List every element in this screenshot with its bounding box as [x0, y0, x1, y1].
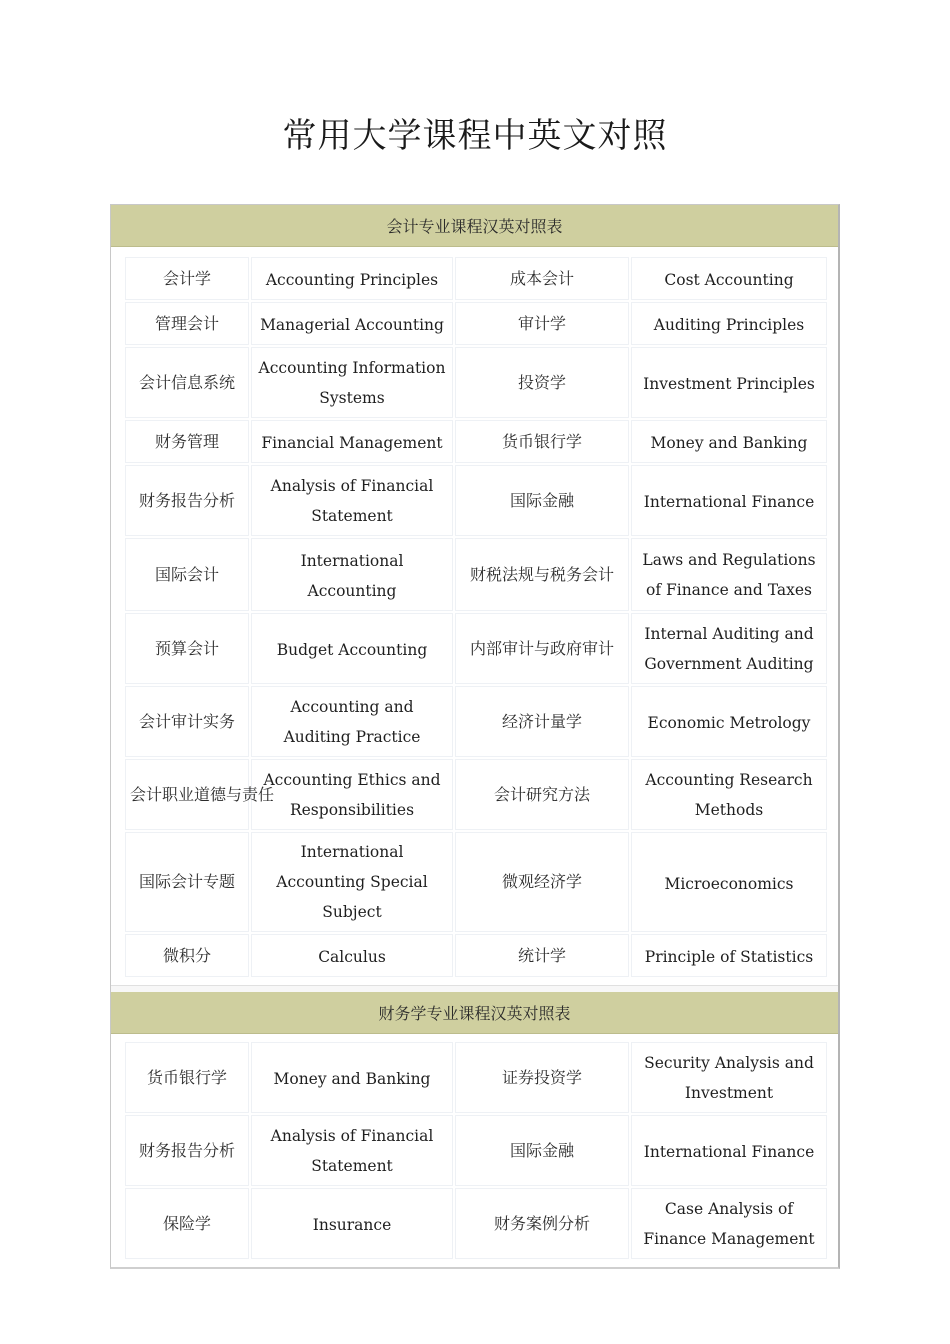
- course-name-en: [631, 1115, 827, 1186]
- course-name-zh: 会计学: [125, 257, 249, 300]
- course-name-zh: 成本会计: [455, 257, 629, 300]
- course-name-zh: 管理会计: [125, 302, 249, 345]
- course-name-zh: 国际会计: [125, 538, 249, 611]
- course-name-en-text: Money and Banking: [273, 1070, 431, 1088]
- course-name-en: [251, 538, 453, 611]
- course-name-en: Internal Auditing and Government Auditing: [631, 613, 827, 684]
- course-name-zh: 会计职业道德与责任: [125, 759, 249, 830]
- table-row: [125, 613, 827, 684]
- course-name-zh: 国际金融: [455, 465, 629, 536]
- course-name-en: [631, 465, 827, 536]
- course-name-en-text: Cost Accounting: [664, 271, 794, 289]
- course-name-zh: 财务案例分析: [455, 1188, 629, 1259]
- course-name-en-text: Budget Accounting: [276, 641, 428, 659]
- table-row: [125, 1115, 827, 1186]
- course-name-zh: 证券投资学: [455, 1042, 629, 1113]
- course-name-en: Security Analysis and Investment: [631, 1042, 827, 1113]
- course-name-zh: 会计研究方法: [455, 759, 629, 830]
- course-name-en: Accounting Research Methods: [631, 759, 827, 830]
- course-name-en-text: Investment Principles: [643, 375, 815, 393]
- course-name-en: [631, 832, 827, 932]
- table-row: [125, 934, 827, 977]
- course-name-en: [251, 257, 453, 300]
- course-name-zh: 财务管理: [125, 420, 249, 463]
- course-name-zh: 统计学: [455, 934, 629, 977]
- course-name-en-text: International Finance: [643, 493, 815, 511]
- course-name-en: [631, 934, 827, 977]
- course-name-zh: 财务报告分析: [125, 1115, 249, 1186]
- table-row: [125, 420, 827, 463]
- course-name-en: Laws and Regulations of Finance and Taxes: [631, 538, 827, 611]
- course-name-zh: 经济计量学: [455, 686, 629, 757]
- course-name-en-text: Calculus: [318, 948, 386, 966]
- course-name-en: International Accounting Special Subject: [251, 832, 453, 932]
- course-name-en-text: Managerial Accounting: [260, 316, 444, 334]
- course-name-zh: 投资学: [455, 347, 629, 418]
- course-name-en: Accounting Information Systems: [251, 347, 453, 418]
- course-name-en: [631, 302, 827, 345]
- table-row: [125, 465, 827, 536]
- course-name-zh: 保险学: [125, 1188, 249, 1259]
- course-name-en: Accounting and Auditing Practice: [251, 686, 453, 757]
- course-name-en: [251, 420, 453, 463]
- course-name-en: Analysis of Financial Statement: [251, 465, 453, 536]
- finance-course-grid: [123, 1040, 829, 1261]
- table-row: [125, 257, 827, 300]
- course-name-en-text: Money and Banking: [650, 434, 808, 452]
- course-name-zh: 会计信息系统: [125, 347, 249, 418]
- course-name-zh: 财务报告分析: [125, 465, 249, 536]
- course-name-en-text: Financial Management: [261, 434, 443, 452]
- table-row: [125, 347, 827, 418]
- course-name-en: [631, 257, 827, 300]
- course-name-zh: 货币银行学: [125, 1042, 249, 1113]
- course-name-en-text: Insurance: [312, 1216, 392, 1234]
- table-row: [125, 1188, 827, 1259]
- section-body-finance: [111, 1034, 838, 1267]
- course-name-zh: 预算会计: [125, 613, 249, 684]
- course-name-en-text: International Accounting: [300, 552, 404, 600]
- course-name-en-text: Principle of Statistics: [644, 948, 814, 966]
- table-row: [125, 832, 827, 932]
- table-row: [125, 538, 827, 611]
- course-name-en-text: Auditing Principles: [653, 316, 805, 334]
- table-row: [125, 759, 827, 830]
- table-row: [125, 686, 827, 757]
- course-name-en: [251, 613, 453, 684]
- course-name-zh: 内部审计与政府审计: [455, 613, 629, 684]
- course-name-en: [251, 934, 453, 977]
- section-body-accounting: [111, 247, 838, 985]
- course-name-en: [631, 686, 827, 757]
- page-title: 常用大学课程中英文对照: [282, 116, 668, 156]
- course-name-zh: 财税法规与税务会计: [455, 538, 629, 611]
- course-name-en-text: International Finance: [643, 1143, 815, 1161]
- course-name-zh: 货币银行学: [455, 420, 629, 463]
- course-name-en: [631, 347, 827, 418]
- course-name-en-text: Economic Metrology: [647, 714, 811, 732]
- course-name-en: Case Analysis of Finance Management: [631, 1188, 827, 1259]
- course-name-zh: 审计学: [455, 302, 629, 345]
- table-row: [125, 302, 827, 345]
- course-name-en: [631, 420, 827, 463]
- course-name-en: [251, 1188, 453, 1259]
- course-name-zh: 会计审计实务: [125, 686, 249, 757]
- table-row: [125, 1042, 827, 1113]
- course-name-zh: 国际会计专题: [125, 832, 249, 932]
- course-table: [110, 204, 840, 1269]
- course-name-en-text: Accounting Principles: [265, 271, 439, 289]
- accounting-course-grid: [123, 255, 829, 979]
- course-name-zh: 微积分: [125, 934, 249, 977]
- course-name-en: Analysis of Financial Statement: [251, 1115, 453, 1186]
- section-divider: [111, 985, 838, 992]
- section-header-accounting: 会计专业课程汉英对照表: [111, 205, 838, 247]
- course-name-zh: 微观经济学: [455, 832, 629, 932]
- course-name-en: [251, 302, 453, 345]
- course-name-en: [251, 1042, 453, 1113]
- section-header-finance: 财务学专业课程汉英对照表: [111, 992, 838, 1034]
- course-name-en-text: Microeconomics: [664, 874, 794, 893]
- course-name-en: Accounting Ethics and Responsibilities: [251, 759, 453, 830]
- course-name-zh: 国际金融: [455, 1115, 629, 1186]
